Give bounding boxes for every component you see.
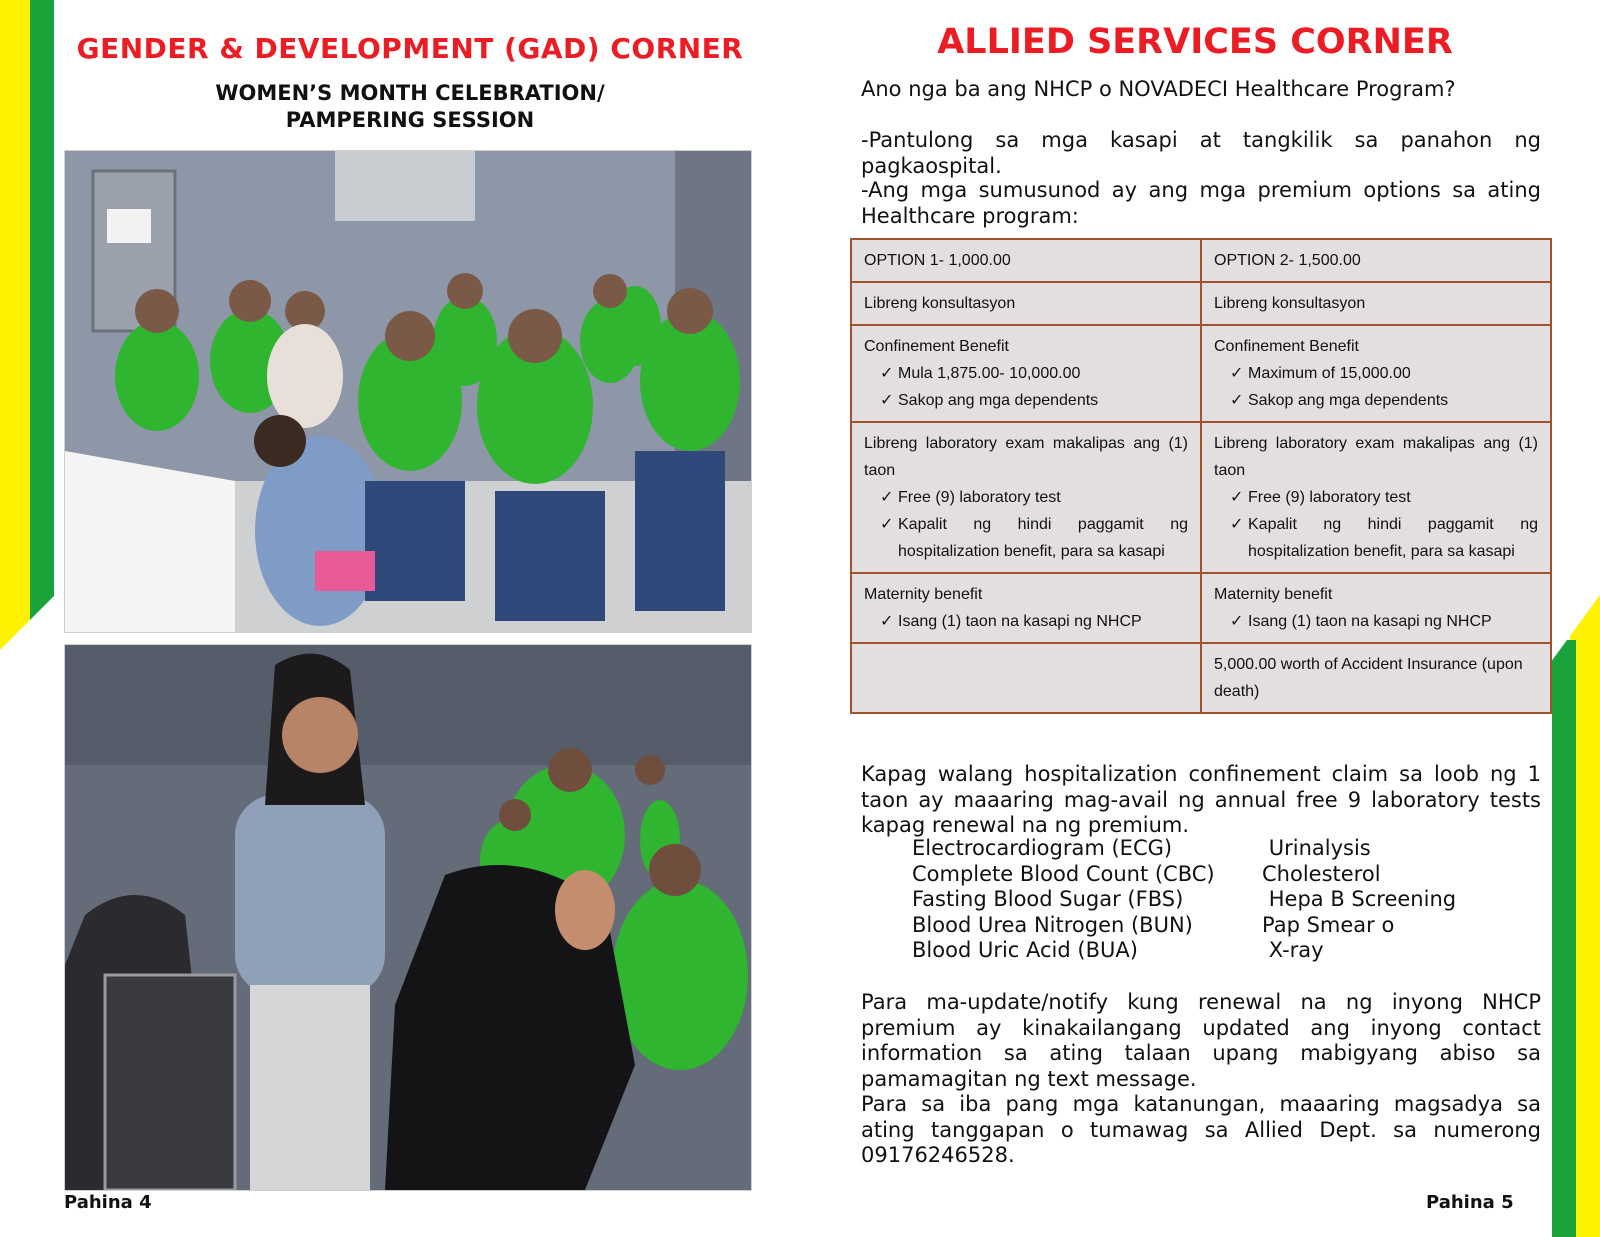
check-icon: ✓ [1230,392,1244,409]
group-photo-illustration [65,151,751,632]
item-text: Sakop ang mga dependents [898,392,1099,409]
nhcp-point2: -Ang mga sumusunod ay ang mga premium options sa ating Healthcare program: [861,178,1541,228]
lab-tests-list [912,836,1472,964]
option2-header: OPTION 2- 1,500.00 [1201,239,1551,282]
list-item [1214,484,1538,511]
hair-styling-photo [64,644,752,1191]
check-icon: ✓ [880,489,894,506]
list-item [1214,387,1538,414]
table-row [851,643,1551,713]
table-row [851,573,1551,643]
nhcp-point1: -Pantulong sa mga kasapi at tangkilik sa panahon ng pagkaospital. [861,128,1541,178]
item-text: Sakop ang mga dependents [1248,392,1449,409]
option1-confinement [851,325,1201,422]
gad-subtitle-line1: WOMEN’S MONTH CELEBRATION/ [215,81,605,105]
option1-lab [851,422,1201,573]
list-item [864,484,1188,511]
list-item [864,511,1188,565]
option2-lab [1201,422,1551,573]
cell-title: Libreng laboratory exam makalipas ang (1) taon [864,435,1188,479]
option1-empty [851,643,1201,713]
allied-corner-title: ALLIED SERVICES CORNER [937,22,1453,62]
list-item [864,387,1188,414]
gad-corner-title: GENDER & DEVELOPMENT (GAD) CORNER [76,32,744,65]
table-row [851,325,1551,422]
right-green-stripe [1552,640,1576,1237]
lab-test-left: Complete Blood Count (CBC) [912,861,1215,886]
table-row [851,422,1551,573]
item-text: Isang (1) taon na kasapi ng NHCP [1248,613,1492,630]
list-item [912,913,1472,939]
cell-title: Maternity benefit [864,586,983,603]
hair-styling-photo-illustration [65,645,751,1190]
check-icon: ✓ [1230,489,1244,506]
item-text: Kapalit ng hindi paggamit ng hospitalization benefit, para sa kasapi [1248,516,1538,560]
check-icon: ✓ [1230,516,1244,533]
option2-consult: Libreng konsultasyon [1201,282,1551,325]
option2-accident: 5,000.00 worth of Accident Insurance (upon death) [1201,643,1551,713]
lab-test-right: Cholesterol [1262,861,1381,886]
list-item [912,862,1472,888]
option1-consult: Libreng konsultasyon [851,282,1201,325]
option2-maternity [1201,573,1551,643]
update-paragraph: Para ma-update/notify kung renewal na ng inyong NHCP premium ay kinakailangang updated ang inyong contact information sa ating talaan upang mabigyang abiso sa pamamagitan ng text message. [861,990,1541,1091]
lab-test-right: Urinalysis [1268,836,1371,860]
lab-test-right: Hepa B Screening [1268,887,1457,911]
nhcp-question: Ano nga ba ang NHCP o NOVADECI Healthcare Program? [861,77,1456,101]
check-icon: ✓ [1230,613,1244,630]
gad-subtitle-line2: PAMPERING SESSION [285,108,535,132]
lab-test-right: Pap Smear o [1262,912,1395,937]
item-text: Free (9) laboratory test [1248,489,1411,506]
table-row [851,239,1551,282]
after-table-text: Kapag walang hospitalization confinement claim sa loob ng 1 taon ay maaaring mag-avail ng annual free 9 laboratory tests kapag renewal na ng premium. [861,762,1541,837]
list-item [912,836,1472,862]
cell-title: Maternity benefit [1214,586,1333,603]
check-icon: ✓ [880,392,894,409]
left-stripe-cut [0,590,60,1237]
option1-maternity [851,573,1201,643]
check-icon: ✓ [880,613,894,630]
contact-paragraph: Para sa iba pang mga katanungan, maaaring magsadya sa ating tanggapan o tumawag sa Allied Dept. sa numerong 09176246528. [861,1092,1541,1167]
check-icon: ✓ [1230,365,1244,382]
item-text: Mula 1,875.00- 10,000.00 [898,365,1081,382]
list-item [864,608,1188,635]
check-icon: ✓ [880,365,894,382]
cell-title: Libreng laboratory exam makalipas ang (1) taon [1214,435,1538,479]
item-text: Free (9) laboratory test [898,489,1061,506]
group-photo [64,150,752,633]
cell-title: Confinement Benefit [864,338,1009,355]
table-row [851,282,1551,325]
lab-test-left: Blood Urea Nitrogen (BUN) [912,912,1193,937]
list-item [864,360,1188,387]
item-text: Maximum of 15,000.00 [1248,365,1411,382]
gad-subtitle [60,80,760,134]
item-text: Kapalit ng hindi paggamit ng hospitalization benefit, para sa kasapi [898,516,1188,560]
update-contact-text [861,990,1541,1169]
option1-header: OPTION 1- 1,000.00 [851,239,1201,282]
item-text: Isang (1) taon na kasapi ng NHCP [898,613,1142,630]
check-icon: ✓ [880,516,894,533]
cell-title: Confinement Benefit [1214,338,1359,355]
list-item [912,938,1472,964]
list-item [1214,608,1538,635]
lab-test-right: X-ray [1268,938,1324,962]
list-item [912,887,1472,913]
premium-options-table [850,238,1552,714]
lab-test-left: Fasting Blood Sugar (FBS) [912,887,1184,911]
list-item [1214,511,1538,565]
lab-test-left: Electrocardiogram (ECG) [912,836,1173,860]
page-number-right: Pahina 5 [1426,1192,1514,1213]
list-item [1214,360,1538,387]
page-number-left: Pahina 4 [64,1192,152,1213]
lab-test-left: Blood Uric Acid (BUA) [912,938,1138,962]
option2-confinement [1201,325,1551,422]
